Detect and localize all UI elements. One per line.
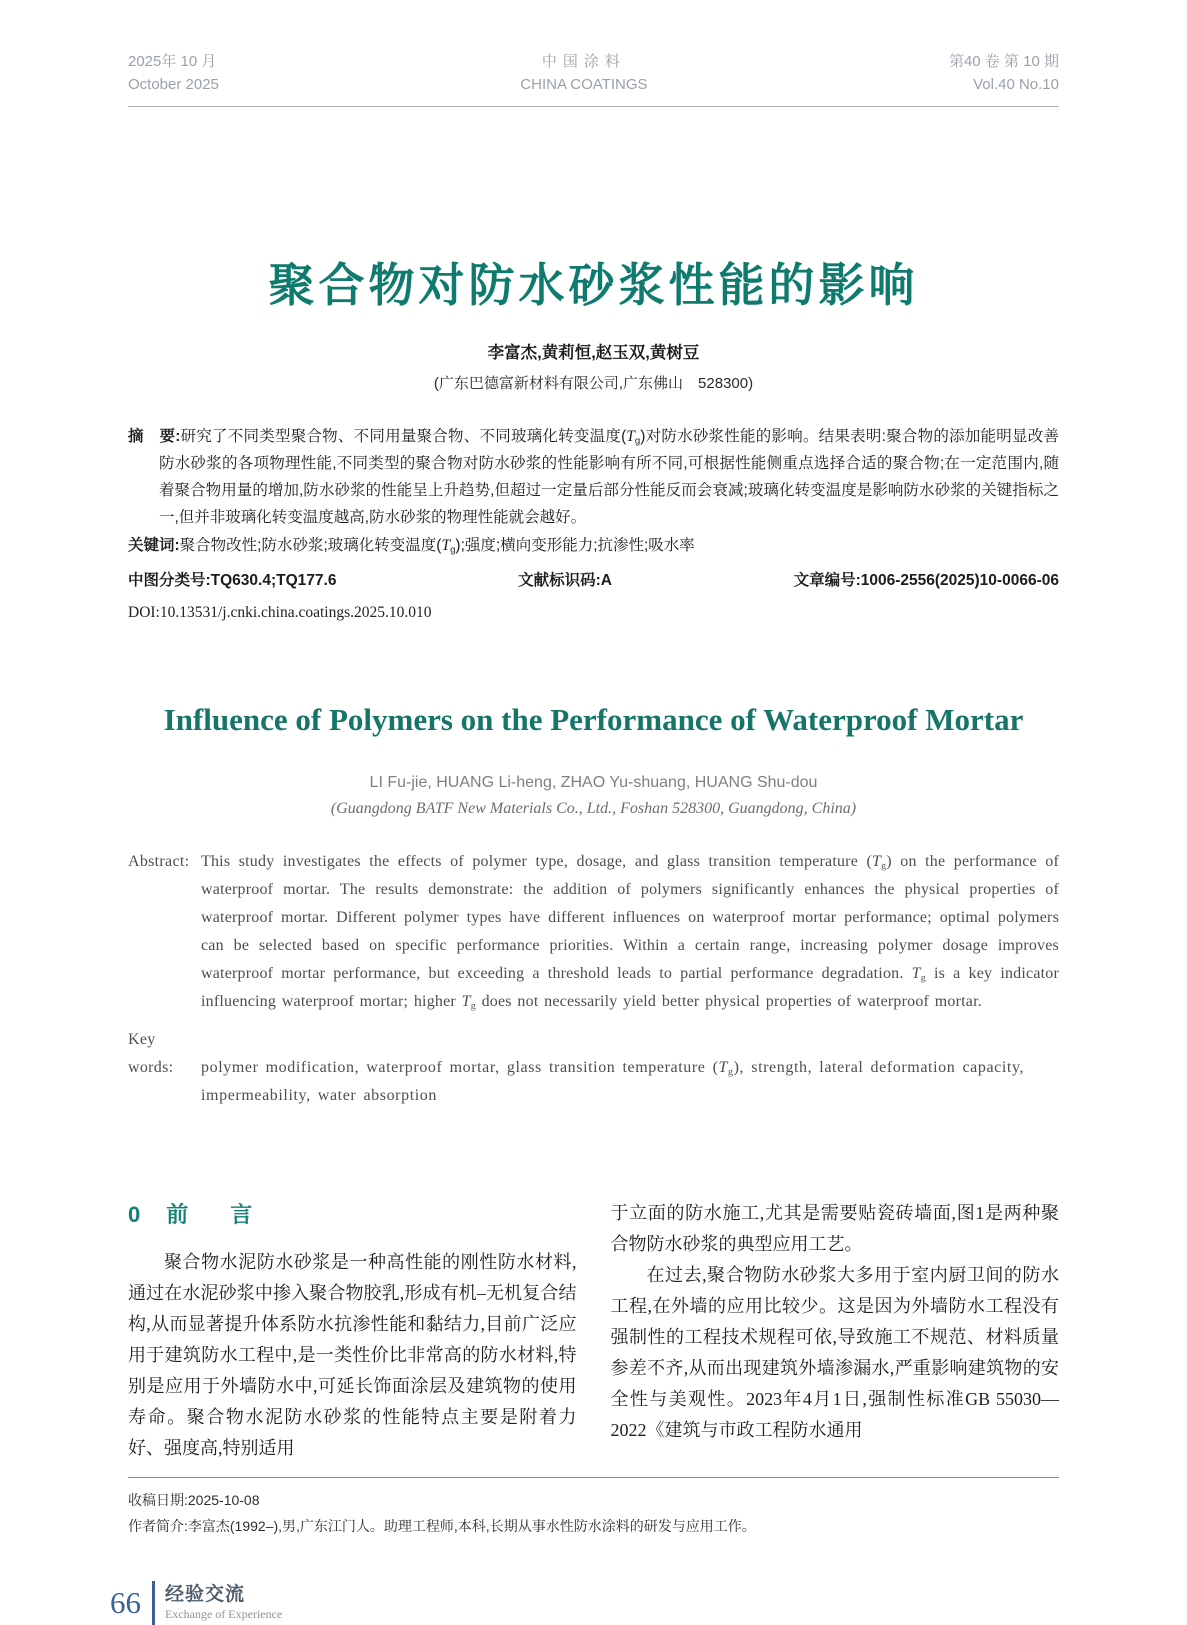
header-issue [949,50,1059,96]
header-date [128,50,219,96]
page-number: 66 [110,1585,141,1620]
paragraph: 于立面的防水施工,尤其是需要贴瓷砖墙面,图1是两种聚合物防水砂浆的典型应用工艺。 [610,1203,1059,1254]
footer-column-name [165,1584,282,1622]
keywords-text-cn: 聚合物改性;防水砂浆;玻璃化转变温度$(T_g)$;强度;横向变形能力;抗渗性;吸水率 [179,537,695,556]
header-journal-en: CHINA COATINGS [520,76,648,93]
abstract-text-cn: 研究了不同类型聚合物、不同用量聚合物、不同玻璃化转变温度$(T_g)$对防水砂浆性能的影响。结果表明:聚合物的添加能明显改善防水砂浆的各项物理性能,不同类型的聚合物对防水砂浆的性能影响有所不同,可根据性能侧重点选择合适的聚合物;在一定范围内,随着聚合物用量的增加,防水砂浆的性能呈上升趋势,但超过一定量后部分性能反而会衰减;玻璃化转变温度是影响防水砂浆的关键指标之一,但并非玻璃化转变温度越高,防水砂浆的物理性能就会越好。 [159,428,1059,526]
paragraph: 聚合物水泥防水砂浆是一种高性能的刚性防水材料,通过在水泥砂浆中掺入聚合物胶乳,形成有机–无机复合结构,从而显著提升体系防水抗渗性能和黏结力,目前广泛应用于建筑防水工程中,是一类性价比非常高的防水材料,特别是应用于外墙防水中,可延长饰面涂层及建筑物的使用寿命。聚合物水泥防水砂浆的性能特点主要是附着力好、强度高,特别适用 [128,1252,577,1458]
header-issue-en: Vol.40 No.10 [973,76,1059,93]
keywords-text-en: polymer modification, waterproof mortar, glass transition temperature $(T_g)$, strength, lateral deformation capacity, impermeability, water absorption [201,1059,1025,1104]
body-columns [128,1198,1059,1464]
footnote-block [128,1477,1059,1539]
header-journal [520,50,647,96]
authors-en: LI Fu-jie, HUANG Li-heng, ZHAO Yu-shuang, HUANG Shu-dou [369,774,818,791]
affiliation-en: (Guangdong BATF New Materials Co., Ltd., Foshan 528300, Guangdong, China) [330,800,857,817]
affiliation-cn: (广东巴德富新材料有限公司,广东佛山 528300) [433,375,754,392]
doi: DOI:10.13531/j.cnki.china.coatings.2025.10.010 [128,604,432,621]
clc-number: 中图分类号:TQ630.4;TQ177.6 [128,572,337,589]
footnote-received-date: 收稿日期:2025-10-08 [128,1492,260,1508]
keywords-cn [128,532,1059,559]
classification-row [128,568,1059,590]
document-code: 文献标识码:A [518,572,612,589]
keywords-en [128,1026,1059,1110]
abstract-text-en: This study investigates the effects of polymer type, dosage, and glass transition temperature $(T_g)$ on the performance of waterproof mortar. The results demonstrate: the addition of polymers significantly enhances the physical properties of waterproof mortar. Different polymer types have different influences on waterproof mortar performance; optimal polymers can be selected based on specific performance priorities. Within a certain range, increasing polymer dosage improves waterproof mortar performance, but exceeding a threshold leads to partial performance degradation. $T_g$ is a key indicator influencing waterproof mortar; higher $T_g$ does not necessarily yield better physical properties of waterproof mortar. [201,853,1060,1012]
body-column-left [128,1198,577,1464]
keywords-label-cn: 关键词: [128,537,180,554]
abstract-label-cn: 摘 要: [128,428,181,445]
journal-header [128,0,1059,107]
footer-column-cn: 经验交流 [165,1584,246,1605]
abstract-cn [128,423,1059,531]
page-footer [110,1581,1059,1625]
footnote-author-bio: 作者简介:李富杰(1992–),男,广东江门人。助理工程师,本科,长期从事水性防水涂料的研发与应用工作。 [128,1518,756,1534]
section-0-number: 0 [128,1202,141,1227]
header-journal-cn: 中国涂料 [541,53,626,70]
abstract-en [128,848,1059,1016]
header-issue-cn: 第40 卷 第 10 期 [948,53,1059,70]
section-0-title: 前 言 [166,1202,263,1227]
footer-divider-bar [152,1581,155,1625]
header-date-cn: 2025年 10 月 [128,53,217,70]
title-en: Influence of Polymers on the Performance of Waterproof Mortar [163,702,1024,737]
page-title: 聚合物对防水砂浆性能的影响 [268,259,919,311]
article-id: 文章编号:1006-2556(2025)10-0066-06 [793,572,1059,589]
header-date-en: October 2025 [128,76,219,93]
paragraph: 在过去,聚合物防水砂浆大多用于室内厨卫间的防水工程,在外墙的应用比较少。这是因为外墙防水工程没有强制性的工程技术规程可依,导致施工不规范、材料质量参差不齐,从而出现建筑外墙渗漏水,严重影响建筑物的安全性与美观性。2023年4月1日,强制性标准GB 55030—2022《建筑与市政工程防水通用 [610,1265,1059,1440]
authors-cn: 李富杰,黄莉恒,赵玉双,黄树豆 [487,344,700,362]
footer-column-en: Exchange of Experience [165,1607,283,1621]
body-column-right [611,1198,1060,1464]
section-0-heading [128,1198,577,1229]
keywords-label-en: Key words: [128,1031,174,1076]
abstract-label-en: Abstract: [128,853,190,870]
